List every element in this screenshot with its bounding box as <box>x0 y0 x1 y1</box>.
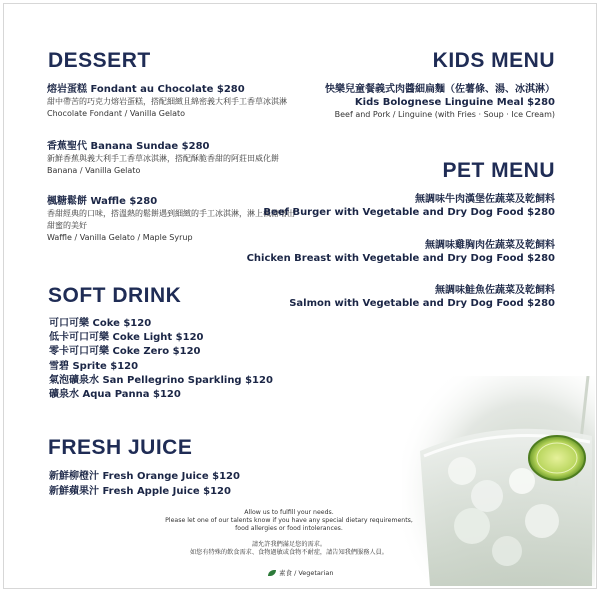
pet-item-en: Beef Burger with Vegetable and Dry Dog Food $280 <box>263 207 555 218</box>
list-item: 氣泡礦泉水 San Pellegrino Sparkling $120 <box>49 374 273 386</box>
footer-note-en <box>164 509 414 533</box>
kids-menu-item <box>325 83 555 121</box>
kids-item-zh: 快樂兒童餐義式肉醬細扁麵（佐薯條、湯、冰淇淋） <box>325 84 555 95</box>
pet-menu-item-beef <box>263 193 555 219</box>
list-item: 新鮮蘋果汁 Fresh Apple Juice $120 <box>49 485 231 497</box>
footer-line: Allow us to fulfill your needs. <box>244 509 334 516</box>
dessert-item-desc: 香甜經典的口味，搭溫熱的鬆餅遇到細緻的手工冰淇淋，淋上楓糖增出 <box>47 209 295 218</box>
dessert-item-waffle <box>47 195 295 244</box>
dessert-item-sub: Chocolate Fondant / Vanilla Gelato <box>47 109 186 118</box>
dessert-item-fondant <box>47 83 287 120</box>
leaf-icon <box>268 570 276 576</box>
dessert-item-desc-cont: 甜蜜的美好 <box>47 221 87 230</box>
vegetarian-label: 素食 / Vegetarian <box>279 569 334 577</box>
kids-item-sub: Beef and Pork / Linguine (with Fries · Soup · Ice Cream) <box>334 110 555 119</box>
dessert-heading: DESSERT <box>48 49 151 72</box>
list-item: 雪碧 Sprite $120 <box>49 360 139 372</box>
cocktail-photo <box>402 376 595 586</box>
soft-drink-heading: SOFT DRINK <box>48 284 182 307</box>
list-item: 礦泉水 Aqua Panna $120 <box>49 389 181 401</box>
dessert-item-sub: Banana / Vanilla Gelato <box>47 166 141 175</box>
list-item: 可口可樂 Coke $120 <box>49 318 152 329</box>
menu-page <box>3 3 597 589</box>
fresh-juice-heading: FRESH JUICE <box>48 436 193 459</box>
footer-line: 如您有特殊的飲食需求、食物過敏或食物不耐症，請告知我們服務人員。 <box>190 549 388 556</box>
pet-menu-item-chicken <box>247 239 555 265</box>
dessert-item-sub: Waffle / Vanilla Gelato / Maple Syrup <box>47 233 193 242</box>
list-item: 零卡可口可樂 Coke Zero $120 <box>49 346 201 358</box>
dessert-item-title: 熔岩蛋糕 Fondant au Chocolate $280 <box>47 84 245 95</box>
pet-menu-item-salmon <box>289 284 555 310</box>
pet-item-zh: 無調味牛肉漢堡佐蔬菜及乾飼料 <box>415 194 555 205</box>
pet-item-en: Salmon with Vegetable and Dry Dog Food $280 <box>289 298 555 309</box>
pet-item-zh: 無調味鮭魚佐蔬菜及乾飼料 <box>435 285 555 296</box>
list-item: 新鮮柳橙汁 Fresh Orange Juice $120 <box>49 471 240 482</box>
dessert-item-sundae <box>47 140 279 177</box>
dessert-item-desc: 新鮮香蕉與義大利手工香草冰淇淋，搭配酥脆香甜的阿莊田威化餅 <box>47 154 279 163</box>
footer-note-zh <box>164 541 414 557</box>
dessert-item-title: 香蕉聖代 Banana Sundae $280 <box>47 141 210 152</box>
footer-line: Please let one of our talents know if you have any special dietary requirements, <box>165 517 413 524</box>
pet-item-en: Chicken Breast with Vegetable and Dry Dog Food $280 <box>246 253 555 264</box>
kids-item-en: Kids Bolognese Linguine Meal $280 <box>354 97 555 108</box>
kids-menu-heading: KIDS MENU <box>432 49 555 72</box>
footer-line: food allergies or food intolerances. <box>235 525 343 532</box>
dessert-item-desc: 甜中帶苦的巧克力熔岩蛋糕，搭配細緻且綿密義大利手工香草冰淇淋 <box>47 97 287 106</box>
dessert-item-title: 楓糖鬆餅 Waffle $280 <box>47 196 158 207</box>
list-item: 低卡可口可樂 Coke Light $120 <box>49 332 204 344</box>
fresh-juice-list <box>49 470 240 499</box>
soft-drink-list <box>49 317 273 402</box>
vegetarian-legend <box>268 568 334 577</box>
pet-menu-heading: PET MENU <box>442 159 555 182</box>
pet-item-zh: 無調味雞胸肉佐蔬菜及乾飼料 <box>425 240 555 251</box>
footer-line: 請允許我們滿足您的需求。 <box>251 541 327 548</box>
